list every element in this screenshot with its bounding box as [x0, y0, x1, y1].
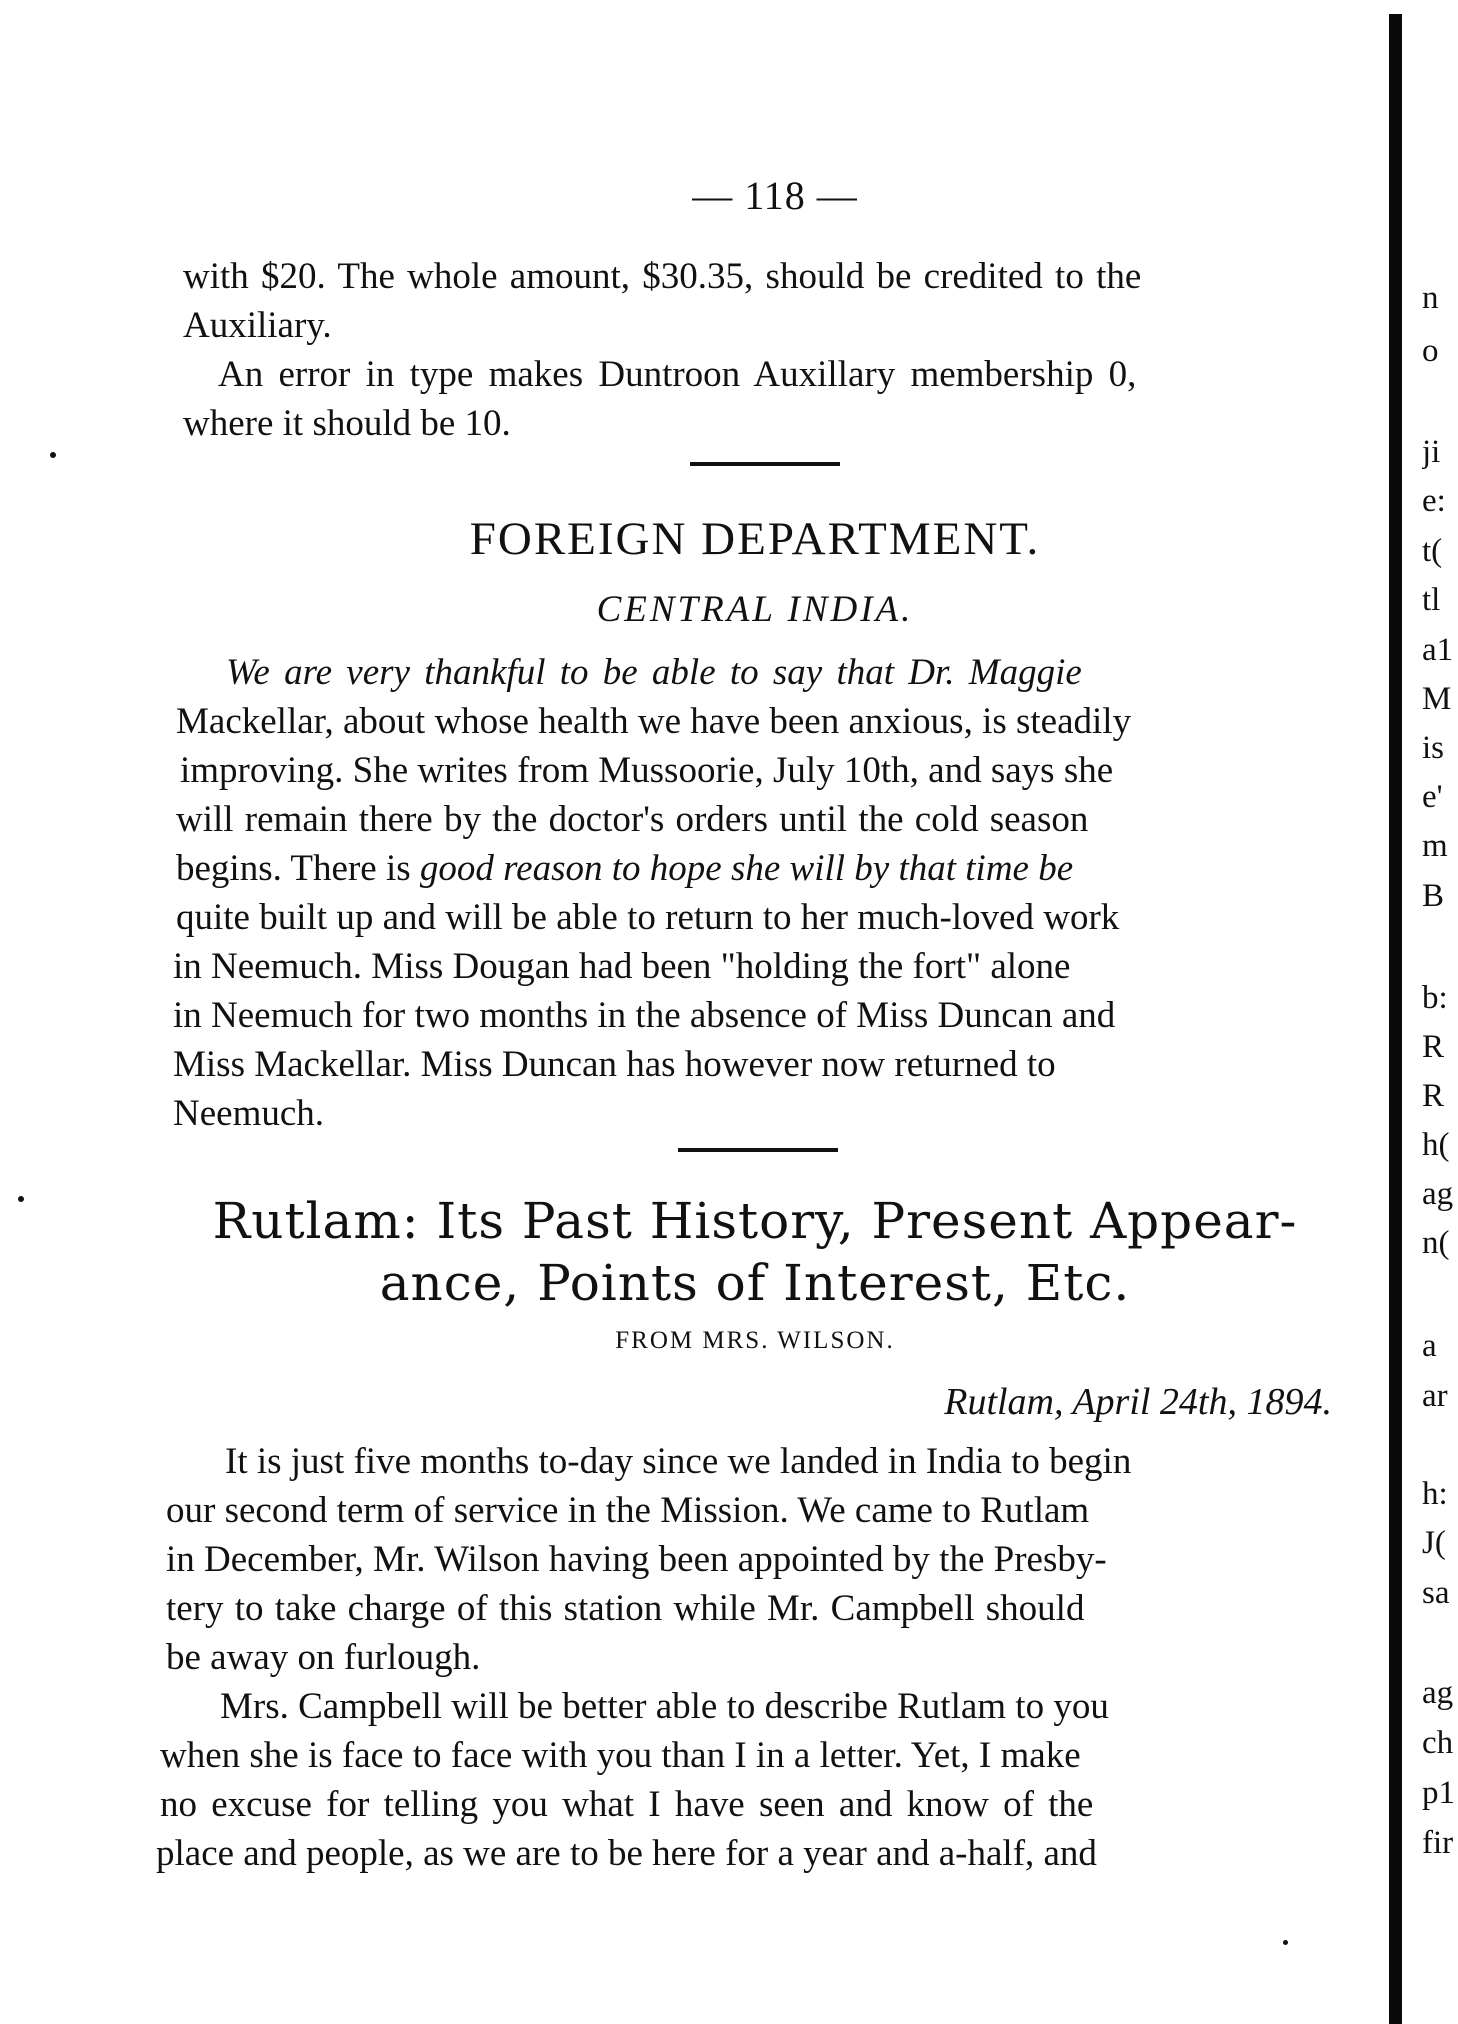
- section-heading: FOREIGN DEPARTMENT.: [469, 513, 1041, 565]
- text-fragment: e:: [1422, 485, 1446, 518]
- text-line: in Neemuch. Miss Dougan had been "holding the fort" alone: [173, 946, 1071, 987]
- text-line: no excuse for telling you what I have seen and know of the: [160, 1784, 1094, 1825]
- text-line-content: with $20. The whole amount, $30.35, should be credited to the: [183, 256, 1142, 297]
- text-fragment: ag: [1422, 1178, 1454, 1211]
- text-line: [176, 850, 1073, 887]
- text-fragment: a: [1422, 1330, 1437, 1363]
- text-fragment: e': [1422, 781, 1443, 814]
- section-divider: [678, 1148, 838, 1152]
- text-fragment: ji: [1422, 436, 1441, 469]
- scan-speck: [50, 452, 56, 458]
- text-line: be away on furlough.: [166, 1637, 481, 1678]
- text-fragment: B: [1422, 880, 1445, 913]
- text-fragment: tl: [1422, 584, 1441, 617]
- text-line: We are very thankful to be able to say that Dr. Maggie: [226, 652, 1082, 693]
- article-byline: FROM MRS. WILSON.: [615, 1327, 895, 1354]
- text-line: Mrs. Campbell will be better able to describe Rutlam to you: [220, 1686, 1109, 1727]
- text-line: An error in type makes Duntroon Auxillary membership 0,: [218, 354, 1137, 395]
- text-line: our second term of service in the Mission. We came to Rutlam: [166, 1490, 1090, 1531]
- text-fragment: n: [1422, 282, 1439, 315]
- text-fragment: ar: [1422, 1380, 1448, 1413]
- text-fragment: m: [1422, 830, 1448, 863]
- text-fragment: h:: [1422, 1478, 1448, 1511]
- text-line: when she is face to face with you than I in a letter. Yet, I make: [160, 1735, 1081, 1776]
- text-fragment: sa: [1422, 1577, 1450, 1610]
- article-dateline: Rutlam, April 24th, 1894.: [944, 1381, 1332, 1423]
- page-number: — 118 —: [692, 173, 858, 218]
- text-fragment: J(: [1422, 1527, 1446, 1560]
- text-line: in Neemuch for two months in the absence of Miss Duncan and: [173, 995, 1116, 1036]
- text-fragment: t(: [1422, 535, 1443, 568]
- text-fragment: R: [1422, 1031, 1445, 1064]
- article-heading-line: ance, Points of Interest, Etc.: [379, 1254, 1131, 1312]
- scan-speck: [18, 1196, 24, 1202]
- text-fragment: ch: [1422, 1727, 1454, 1760]
- text-line: [183, 258, 1360, 295]
- text-fragment: fir: [1422, 1827, 1454, 1860]
- text-line: improving. She writes from Mussoorie, July 10th, and says she: [180, 750, 1114, 791]
- text-line: It is just five months to-day since we landed in India to begin: [225, 1441, 1132, 1482]
- text-fragment: h(: [1422, 1129, 1450, 1162]
- page-binding-edge: [1389, 14, 1402, 2024]
- text-line: where it should be 10.: [183, 403, 511, 444]
- text-line: quite built up and will be able to return to her much-loved work: [176, 897, 1120, 938]
- text-span-italic: good reason to hope she will by that time be: [419, 848, 1074, 889]
- text-fragment: p1: [1422, 1777, 1455, 1810]
- text-fragment: M: [1422, 683, 1452, 716]
- section-subheading: CENTRAL INDIA.: [596, 589, 914, 630]
- text-line: Neemuch.: [173, 1093, 325, 1134]
- text-line: Miss Mackellar. Miss Duncan has however now returned to: [173, 1044, 1056, 1085]
- text-fragment: ag: [1422, 1677, 1454, 1710]
- text-line: tery to take charge of this station while Mr. Campbell should: [166, 1588, 1085, 1629]
- text-span: begins. There is: [176, 848, 420, 889]
- text-line: in December, Mr. Wilson having been appointed by the Presby-: [166, 1539, 1107, 1580]
- scan-speck: [1283, 1940, 1288, 1945]
- text-fragment: is: [1422, 732, 1445, 765]
- text-line: Auxiliary.: [183, 305, 332, 346]
- text-fragment: b:: [1422, 982, 1448, 1015]
- section-divider: [690, 462, 840, 466]
- text-fragment: o: [1422, 335, 1439, 368]
- text-fragment: n(: [1422, 1227, 1450, 1260]
- text-line: Mackellar, about whose health we have been anxious, is steadily: [176, 701, 1132, 742]
- article-heading-line: Rutlam: Its Past History, Present Appear-: [212, 1192, 1298, 1250]
- text-line: place and people, as we are to be here for a year and a-half, and: [156, 1833, 1097, 1874]
- text-line: will remain there by the doctor's orders until the cold season: [176, 799, 1089, 840]
- text-fragment: R: [1422, 1080, 1445, 1113]
- text-fragment: a1: [1422, 634, 1454, 667]
